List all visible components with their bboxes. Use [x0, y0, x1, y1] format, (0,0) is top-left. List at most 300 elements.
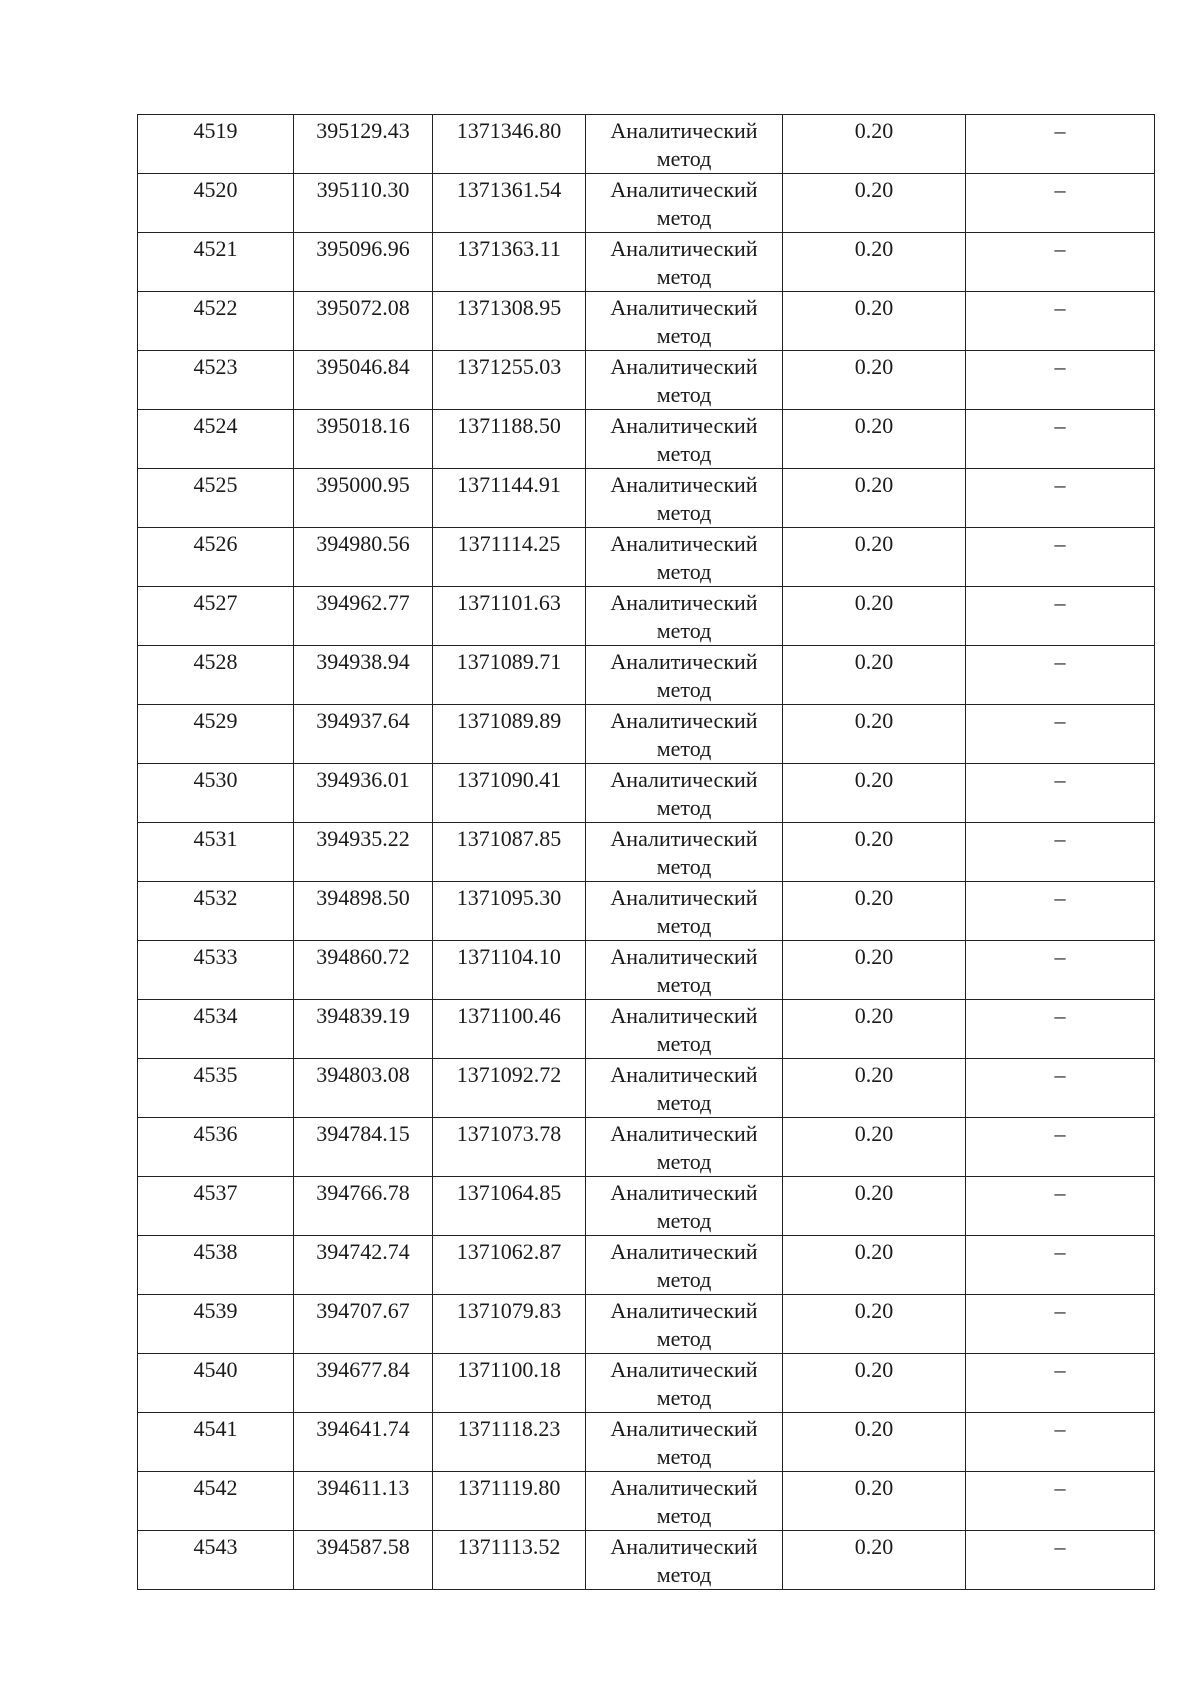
coordinates-table-body: [138, 115, 1155, 1590]
x-coordinate-text: 395000.95: [316, 472, 410, 497]
x-coordinate-cell: [294, 528, 433, 587]
note-cell: [966, 1472, 1155, 1531]
method-text: Аналитический метод: [610, 1180, 758, 1233]
x-coordinate-text: 394611.13: [316, 1475, 410, 1500]
y-coordinate-text: 1371090.41: [456, 767, 562, 792]
x-coordinate-text: 395096.96: [316, 236, 410, 261]
y-coordinate-text: 1371079.83: [456, 1298, 562, 1323]
accuracy-text: 0.20: [854, 295, 894, 320]
table-row: [138, 1531, 1155, 1590]
accuracy-text: 0.20: [854, 413, 894, 438]
point-number-cell: [138, 528, 294, 587]
table-row: [138, 351, 1155, 410]
x-coordinate-text: 394839.19: [316, 1003, 410, 1028]
point-number-cell: [138, 1472, 294, 1531]
method-text: Аналитический метод: [610, 1298, 758, 1351]
note-cell: [966, 1177, 1155, 1236]
accuracy-cell: [783, 410, 966, 469]
x-coordinate-text: 394962.77: [316, 590, 410, 615]
method-text: Аналитический метод: [610, 708, 758, 761]
y-coordinate-cell: [433, 174, 586, 233]
y-coordinate-text: 1371113.52: [457, 1534, 561, 1559]
note-cell: [966, 1354, 1155, 1413]
note-cell: [966, 1059, 1155, 1118]
point-number-cell: [138, 1413, 294, 1472]
accuracy-text: 0.20: [854, 649, 894, 674]
table-row: [138, 528, 1155, 587]
y-coordinate-cell: [433, 1000, 586, 1059]
point-number-text: 4529: [193, 708, 238, 733]
method-cell: [586, 941, 783, 1000]
x-coordinate-text: 394935.22: [316, 826, 410, 851]
note-cell: [966, 941, 1155, 1000]
y-coordinate-text: 1371118.23: [457, 1416, 561, 1441]
y-coordinate-text: 1371092.72: [456, 1062, 562, 1087]
method-text: Аналитический метод: [610, 118, 758, 171]
note-text: –: [1054, 1062, 1066, 1087]
note-text: –: [1054, 767, 1066, 792]
note-cell: [966, 410, 1155, 469]
y-coordinate-cell: [433, 1059, 586, 1118]
accuracy-text: 0.20: [854, 1239, 894, 1264]
y-coordinate-cell: [433, 882, 586, 941]
table-row: [138, 1236, 1155, 1295]
note-cell: [966, 292, 1155, 351]
accuracy-cell: [783, 1413, 966, 1472]
x-coordinate-text: 394707.67: [316, 1298, 410, 1323]
y-coordinate-cell: [433, 1295, 586, 1354]
point-number-cell: [138, 174, 294, 233]
note-text: –: [1054, 1003, 1066, 1028]
note-text: –: [1054, 177, 1066, 202]
accuracy-cell: [783, 1472, 966, 1531]
x-coordinate-cell: [294, 469, 433, 528]
method-cell: [586, 351, 783, 410]
method-text: Аналитический метод: [610, 177, 758, 230]
x-coordinate-cell: [294, 646, 433, 705]
method-cell: [586, 646, 783, 705]
point-number-text: 4539: [193, 1298, 238, 1323]
note-text: –: [1054, 413, 1066, 438]
y-coordinate-text: 1371089.89: [456, 708, 562, 733]
table-row: [138, 233, 1155, 292]
accuracy-cell: [783, 1354, 966, 1413]
accuracy-cell: [783, 1531, 966, 1590]
point-number-text: 4531: [193, 826, 238, 851]
method-text: Аналитический метод: [610, 1239, 758, 1292]
y-coordinate-cell: [433, 941, 586, 1000]
method-cell: [586, 1059, 783, 1118]
accuracy-cell: [783, 292, 966, 351]
method-cell: [586, 823, 783, 882]
accuracy-text: 0.20: [854, 1416, 894, 1441]
x-coordinate-text: 394860.72: [316, 944, 410, 969]
point-number-text: 4525: [193, 472, 238, 497]
point-number-cell: [138, 351, 294, 410]
method-text: Аналитический метод: [610, 1534, 758, 1587]
x-coordinate-text: 395110.30: [316, 177, 410, 202]
note-cell: [966, 1413, 1155, 1472]
table-row: [138, 764, 1155, 823]
note-cell: [966, 764, 1155, 823]
x-coordinate-text: 394936.01: [316, 767, 410, 792]
y-coordinate-cell: [433, 1531, 586, 1590]
accuracy-text: 0.20: [854, 1180, 894, 1205]
accuracy-cell: [783, 764, 966, 823]
x-coordinate-text: 395129.43: [316, 118, 410, 143]
accuracy-text: 0.20: [854, 885, 894, 910]
accuracy-text: 0.20: [854, 1298, 894, 1323]
x-coordinate-text: 394898.50: [316, 885, 410, 910]
y-coordinate-text: 1371363.11: [457, 236, 561, 261]
point-number-text: 4522: [193, 295, 238, 320]
x-coordinate-cell: [294, 587, 433, 646]
y-coordinate-text: 1371087.85: [456, 826, 562, 851]
method-text: Аналитический метод: [610, 885, 758, 938]
method-text: Аналитический метод: [610, 944, 758, 997]
y-coordinate-cell: [433, 646, 586, 705]
point-number-cell: [138, 764, 294, 823]
accuracy-text: 0.20: [854, 118, 894, 143]
table-row: [138, 1059, 1155, 1118]
point-number-text: 4524: [193, 413, 238, 438]
method-text: Аналитический метод: [610, 590, 758, 643]
y-coordinate-text: 1371255.03: [456, 354, 562, 379]
x-coordinate-text: 394766.78: [316, 1180, 410, 1205]
point-number-cell: [138, 1354, 294, 1413]
note-text: –: [1054, 944, 1066, 969]
point-number-cell: [138, 646, 294, 705]
x-coordinate-cell: [294, 1295, 433, 1354]
note-text: –: [1054, 472, 1066, 497]
method-text: Аналитический метод: [610, 413, 758, 466]
x-coordinate-cell: [294, 764, 433, 823]
table-row: [138, 292, 1155, 351]
y-coordinate-cell: [433, 1472, 586, 1531]
point-number-cell: [138, 823, 294, 882]
accuracy-text: 0.20: [854, 590, 894, 615]
method-cell: [586, 1354, 783, 1413]
y-coordinate-text: 1371188.50: [457, 413, 561, 438]
point-number-cell: [138, 705, 294, 764]
method-cell: [586, 1531, 783, 1590]
y-coordinate-text: 1371064.85: [456, 1180, 562, 1205]
point-number-text: 4536: [193, 1121, 238, 1146]
y-coordinate-text: 1371104.10: [457, 944, 561, 969]
accuracy-cell: [783, 1118, 966, 1177]
note-text: –: [1054, 1298, 1066, 1323]
y-coordinate-cell: [433, 233, 586, 292]
accuracy-cell: [783, 1236, 966, 1295]
note-cell: [966, 1295, 1155, 1354]
method-cell: [586, 1118, 783, 1177]
note-text: –: [1054, 236, 1066, 261]
note-cell: [966, 823, 1155, 882]
accuracy-text: 0.20: [854, 177, 894, 202]
method-text: Аналитический метод: [610, 767, 758, 820]
point-number-text: 4521: [193, 236, 238, 261]
accuracy-cell: [783, 1295, 966, 1354]
note-cell: [966, 351, 1155, 410]
accuracy-text: 0.20: [854, 1357, 894, 1382]
method-cell: [586, 705, 783, 764]
point-number-text: 4527: [193, 590, 238, 615]
y-coordinate-cell: [433, 469, 586, 528]
point-number-cell: [138, 1531, 294, 1590]
method-cell: [586, 410, 783, 469]
method-text: Аналитический метод: [610, 354, 758, 407]
method-text: Аналитический метод: [610, 1121, 758, 1174]
point-number-text: 4542: [193, 1475, 238, 1500]
note-cell: [966, 705, 1155, 764]
y-coordinate-text: 1371308.95: [456, 295, 562, 320]
accuracy-text: 0.20: [854, 236, 894, 261]
table-row: [138, 941, 1155, 1000]
x-coordinate-text: 394784.15: [316, 1121, 410, 1146]
point-number-text: 4520: [193, 177, 238, 202]
method-cell: [586, 587, 783, 646]
point-number-text: 4543: [193, 1534, 238, 1559]
method-text: Аналитический метод: [610, 531, 758, 584]
note-text: –: [1054, 1180, 1066, 1205]
point-number-text: 4541: [193, 1416, 238, 1441]
method-text: Аналитический метод: [610, 1475, 758, 1528]
note-cell: [966, 528, 1155, 587]
y-coordinate-text: 1371095.30: [456, 885, 562, 910]
x-coordinate-cell: [294, 1236, 433, 1295]
table-row: [138, 410, 1155, 469]
table-row: [138, 469, 1155, 528]
note-text: –: [1054, 1121, 1066, 1146]
point-number-cell: [138, 233, 294, 292]
y-coordinate-text: 1371062.87: [456, 1239, 562, 1264]
note-text: –: [1054, 354, 1066, 379]
note-text: –: [1054, 1534, 1066, 1559]
accuracy-text: 0.20: [854, 1062, 894, 1087]
method-cell: [586, 174, 783, 233]
method-text: Аналитический метод: [610, 472, 758, 525]
method-cell: [586, 1177, 783, 1236]
point-number-cell: [138, 292, 294, 351]
method-cell: [586, 292, 783, 351]
y-coordinate-cell: [433, 764, 586, 823]
x-coordinate-cell: [294, 1177, 433, 1236]
point-number-text: 4526: [193, 531, 238, 556]
method-cell: [586, 1236, 783, 1295]
x-coordinate-cell: [294, 1000, 433, 1059]
note-cell: [966, 1118, 1155, 1177]
note-text: –: [1054, 531, 1066, 556]
point-number-text: 4533: [193, 944, 238, 969]
point-number-cell: [138, 410, 294, 469]
note-text: –: [1054, 590, 1066, 615]
point-number-text: 4528: [193, 649, 238, 674]
method-cell: [586, 1295, 783, 1354]
y-coordinate-cell: [433, 705, 586, 764]
note-cell: [966, 646, 1155, 705]
table-row: [138, 705, 1155, 764]
accuracy-text: 0.20: [854, 472, 894, 497]
method-text: Аналитический метод: [610, 1416, 758, 1469]
accuracy-cell: [783, 233, 966, 292]
table-row: [138, 115, 1155, 174]
note-text: –: [1054, 1239, 1066, 1264]
table-row: [138, 1177, 1155, 1236]
y-coordinate-cell: [433, 351, 586, 410]
method-cell: [586, 528, 783, 587]
accuracy-cell: [783, 941, 966, 1000]
method-text: Аналитический метод: [610, 649, 758, 702]
table-row: [138, 882, 1155, 941]
point-number-cell: [138, 587, 294, 646]
note-cell: [966, 469, 1155, 528]
note-text: –: [1054, 649, 1066, 674]
method-cell: [586, 764, 783, 823]
method-text: Аналитический метод: [610, 826, 758, 879]
accuracy-cell: [783, 1177, 966, 1236]
y-coordinate-cell: [433, 1118, 586, 1177]
x-coordinate-text: 394641.74: [316, 1416, 410, 1441]
note-cell: [966, 174, 1155, 233]
note-text: –: [1054, 1475, 1066, 1500]
y-coordinate-text: 1371361.54: [456, 177, 562, 202]
note-text: –: [1054, 1357, 1066, 1382]
x-coordinate-cell: [294, 941, 433, 1000]
accuracy-cell: [783, 351, 966, 410]
point-number-cell: [138, 1295, 294, 1354]
y-coordinate-cell: [433, 410, 586, 469]
accuracy-cell: [783, 1000, 966, 1059]
x-coordinate-text: 394937.64: [316, 708, 410, 733]
x-coordinate-text: 395072.08: [316, 295, 410, 320]
point-number-text: 4538: [193, 1239, 238, 1264]
point-number-text: 4519: [193, 118, 238, 143]
y-coordinate-text: 1371073.78: [456, 1121, 562, 1146]
table-row: [138, 174, 1155, 233]
x-coordinate-text: 394938.94: [316, 649, 410, 674]
accuracy-text: 0.20: [854, 354, 894, 379]
accuracy-cell: [783, 1059, 966, 1118]
y-coordinate-cell: [433, 1236, 586, 1295]
y-coordinate-text: 1371119.80: [457, 1475, 561, 1500]
accuracy-cell: [783, 646, 966, 705]
accuracy-text: 0.20: [854, 708, 894, 733]
y-coordinate-cell: [433, 1413, 586, 1472]
method-text: Аналитический метод: [610, 1357, 758, 1410]
method-cell: [586, 1472, 783, 1531]
note-cell: [966, 115, 1155, 174]
note-cell: [966, 587, 1155, 646]
point-number-cell: [138, 1118, 294, 1177]
point-number-cell: [138, 1000, 294, 1059]
x-coordinate-text: 394677.84: [316, 1357, 410, 1382]
accuracy-text: 0.20: [854, 767, 894, 792]
table-row: [138, 1354, 1155, 1413]
point-number-cell: [138, 882, 294, 941]
x-coordinate-cell: [294, 705, 433, 764]
point-number-text: 4540: [193, 1357, 238, 1382]
note-cell: [966, 233, 1155, 292]
point-number-cell: [138, 469, 294, 528]
x-coordinate-cell: [294, 174, 433, 233]
table-row: [138, 1472, 1155, 1531]
point-number-text: 4530: [193, 767, 238, 792]
note-cell: [966, 882, 1155, 941]
x-coordinate-cell: [294, 233, 433, 292]
x-coordinate-text: 394587.58: [316, 1534, 410, 1559]
accuracy-text: 0.20: [854, 944, 894, 969]
y-coordinate-text: 1371346.80: [456, 118, 562, 143]
y-coordinate-cell: [433, 823, 586, 882]
point-number-cell: [138, 1059, 294, 1118]
method-text: Аналитический метод: [610, 1062, 758, 1115]
method-cell: [586, 233, 783, 292]
y-coordinate-text: 1371089.71: [456, 649, 562, 674]
y-coordinate-text: 1371144.91: [457, 472, 561, 497]
note-text: –: [1054, 708, 1066, 733]
note-text: –: [1054, 295, 1066, 320]
x-coordinate-text: 394980.56: [316, 531, 410, 556]
point-number-cell: [138, 1236, 294, 1295]
method-cell: [586, 1413, 783, 1472]
table-row: [138, 1413, 1155, 1472]
table-row: [138, 823, 1155, 882]
point-number-text: 4535: [193, 1062, 238, 1087]
accuracy-cell: [783, 587, 966, 646]
method-text: Аналитический метод: [610, 295, 758, 348]
note-text: –: [1054, 826, 1066, 851]
table-row: [138, 646, 1155, 705]
x-coordinate-cell: [294, 115, 433, 174]
note-cell: [966, 1531, 1155, 1590]
method-cell: [586, 469, 783, 528]
accuracy-text: 0.20: [854, 531, 894, 556]
method-cell: [586, 1000, 783, 1059]
point-number-text: 4523: [193, 354, 238, 379]
x-coordinate-text: 394742.74: [316, 1239, 410, 1264]
point-number-cell: [138, 115, 294, 174]
point-number-cell: [138, 941, 294, 1000]
note-text: –: [1054, 885, 1066, 910]
x-coordinate-cell: [294, 410, 433, 469]
accuracy-text: 0.20: [854, 1003, 894, 1028]
y-coordinate-text: 1371100.46: [457, 1003, 561, 1028]
accuracy-cell: [783, 528, 966, 587]
method-cell: [586, 882, 783, 941]
x-coordinate-cell: [294, 882, 433, 941]
table-row: [138, 1295, 1155, 1354]
accuracy-cell: [783, 115, 966, 174]
x-coordinate-cell: [294, 292, 433, 351]
y-coordinate-cell: [433, 292, 586, 351]
point-number-text: 4537: [193, 1180, 238, 1205]
y-coordinate-cell: [433, 115, 586, 174]
method-text: Аналитический метод: [610, 1003, 758, 1056]
y-coordinate-text: 1371114.25: [457, 531, 561, 556]
accuracy-cell: [783, 705, 966, 764]
point-number-cell: [138, 1177, 294, 1236]
x-coordinate-cell: [294, 1118, 433, 1177]
point-number-text: 4534: [193, 1003, 238, 1028]
x-coordinate-text: 394803.08: [316, 1062, 410, 1087]
x-coordinate-text: 395046.84: [316, 354, 410, 379]
table-row: [138, 1118, 1155, 1177]
y-coordinate-cell: [433, 587, 586, 646]
point-number-text: 4532: [193, 885, 238, 910]
x-coordinate-cell: [294, 1472, 433, 1531]
accuracy-cell: [783, 174, 966, 233]
x-coordinate-cell: [294, 1413, 433, 1472]
